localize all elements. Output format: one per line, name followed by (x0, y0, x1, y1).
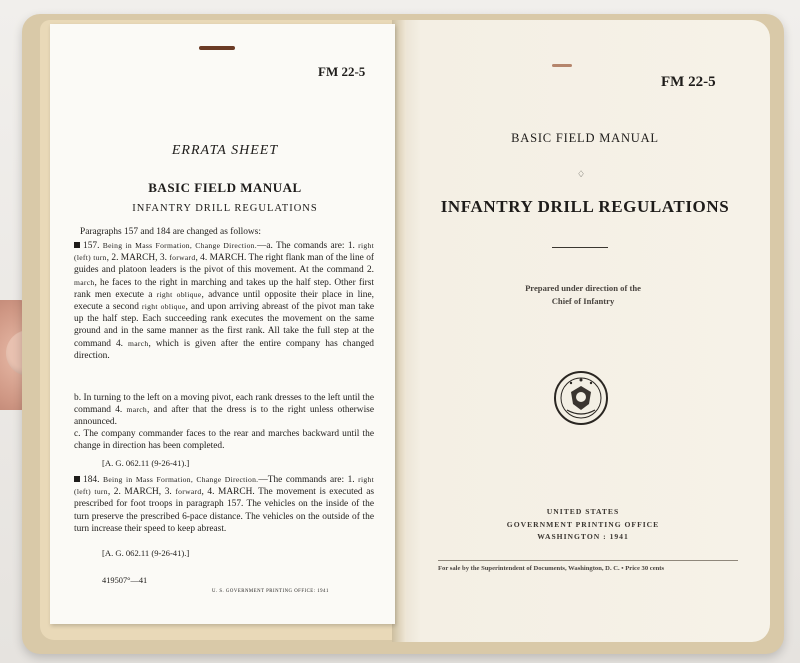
errata-subheading: INFANTRY DRILL REGULATIONS (132, 203, 318, 214)
errata-heading: BASIC FIELD MANUAL (148, 180, 302, 195)
paragraph-b: b. In turning to the left on a moving pivot, each rank dresses to the left until the command 4. march, and after that the dress is to the right unless otherwise announced. (74, 393, 374, 428)
errata-form-number: FM 22-5 (318, 64, 366, 79)
series-title: BASIC FIELD MANUAL (511, 131, 659, 145)
divider-rule (552, 247, 608, 248)
publisher-imprint: UNITED STATES GOVERNMENT PRINTING OFFICE WASHINGTON : 1941 (506, 507, 660, 541)
paragraph-caption: Being in Mass Formation, Change Direction. (102, 475, 259, 484)
paragraph-157: 157. Being in Mass Formation, Change Direction.—a. The comands are: 1. right (left) turn, 2. MARCH, 3. forward, 4. MARCH. The right flank man of the line of guides and platoon leaders is the pivot of this movement. At the command 2. march, he faces to the right in marching and takes up the half step. Other first rank men execute a right oblique, advance until opposite their place in line, execute a second right oblique, and upon arriving abreast of the pivot man take up the half step. Each succeeding rank executes the movement on the same ground and in the same manner as the first rank. All take the full step at the command 4. march, which is given after the entire company has changed direction. (74, 241, 375, 361)
bottom-rule (438, 560, 738, 561)
bullet-icon (74, 476, 80, 482)
title-form-number: FM 22-5 (661, 74, 716, 90)
small-mark-icon: ♢ (577, 169, 586, 179)
bullet-icon (74, 242, 80, 248)
staple-mark-right (552, 64, 572, 67)
war-department-seal-icon (553, 370, 609, 426)
paragraph-c: c. The company commander faces to the rear and marches backward until the change in direction has been completed. (74, 429, 374, 452)
paragraph-184: 184. Being in Mass Formation, Change Direction.—The commands are: 1. right (left) turn, 2. MARCH, 3. forward, 4. MARCH. The movement is executed as prescribed for foot troops in paragraph 157. The vehicles on the inside of the turn preserve the prescribed 6-pace distance. The vehicles on the outside of the turn increase their speed to keep abreast. (74, 475, 375, 534)
for-sale-line: For sale by the Superintendent of Documents, Washington, D. C. • Price 30 cents (438, 565, 665, 572)
reference-1: [A. G. 062.11 (9-26-41).] (102, 458, 190, 468)
printer-line: U. S. GOVERNMENT PRINTING OFFICE: 1941 (212, 589, 329, 594)
staple-mark (199, 46, 235, 50)
prepared-by: Prepared under direction of the Chief of Infantry (525, 283, 641, 306)
print-number: 419507°—41 (102, 576, 148, 585)
main-title: INFANTRY DRILL REGULATIONS (440, 197, 730, 216)
errata-intro: Paragraphs 157 and 184 are changed as follows: (80, 227, 261, 237)
errata-title: ERRATA SHEET (171, 143, 279, 158)
paragraph-caption: Being in Mass Formation, Change Direction. (102, 241, 257, 250)
right-page (398, 20, 770, 642)
reference-2: [A. G. 062.11 (9-26-41).] (102, 548, 190, 558)
